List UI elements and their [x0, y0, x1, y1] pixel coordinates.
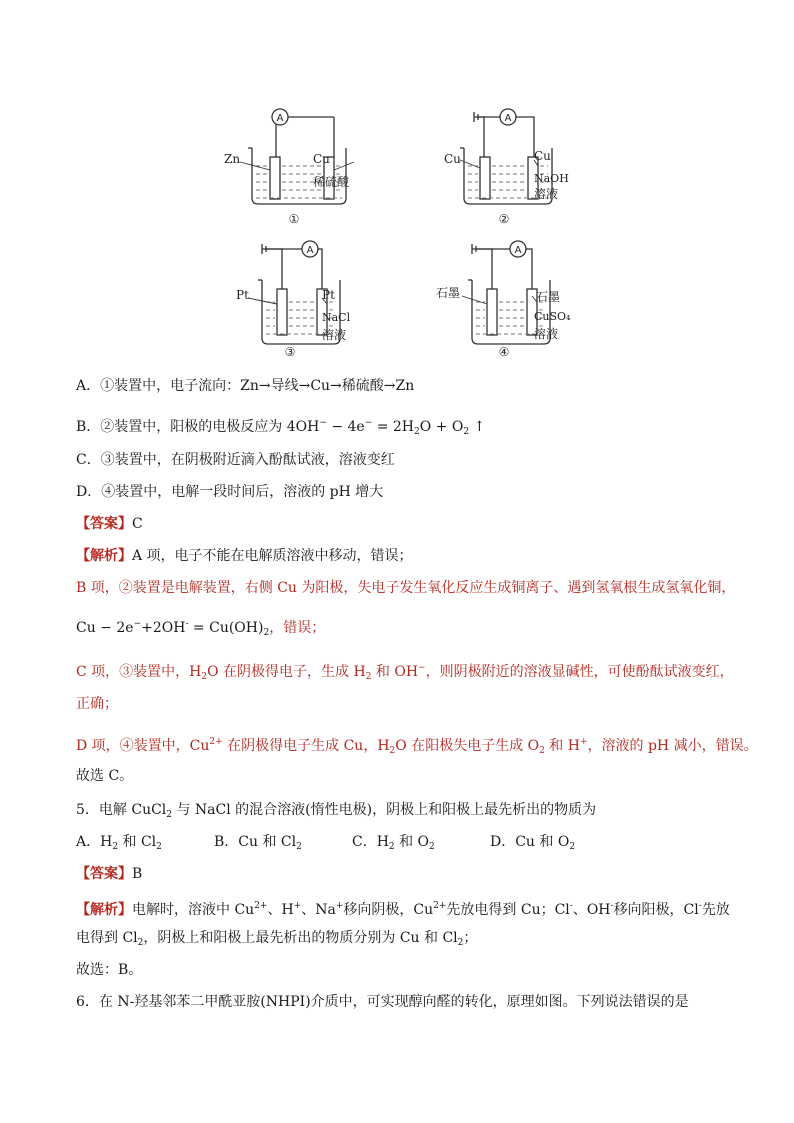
left-electrode-label: Zn: [224, 152, 241, 166]
text: O 在阳极失电子生成 O: [395, 738, 540, 754]
superscript: 2+: [209, 737, 223, 747]
text: ；: [463, 930, 478, 946]
text: C．H: [352, 834, 389, 850]
q4-option-c: C．③装置中，在阴极附近滴入酚酞试液，溶液变红: [76, 452, 395, 468]
solution-label-2: 溶液: [322, 328, 347, 342]
superscript: 2+: [433, 901, 447, 911]
q4-analysis-b-1: [76, 578, 735, 598]
q4-analysis-b-2: [76, 614, 325, 643]
diagram-1: [222, 100, 372, 226]
subscript: 2: [463, 427, 470, 437]
q5-option-c: [352, 832, 490, 857]
answer-value: B: [132, 866, 143, 882]
diagram-number: ③: [284, 345, 296, 359]
superscript: −: [418, 663, 426, 673]
text: 在阴极得电子生成 Cu，H: [222, 738, 390, 754]
superscript: -: [610, 901, 614, 911]
subscript: 2: [365, 672, 372, 682]
text: +2OH: [141, 620, 186, 636]
q4-analysis-d: [76, 732, 758, 761]
subscript: 2: [137, 938, 144, 948]
q5-analysis-2: [76, 928, 477, 953]
text: D．Cu 和 O: [490, 834, 570, 850]
superscript: -: [185, 619, 189, 629]
solution-label: NaCl: [322, 311, 351, 324]
ammeter-label: A: [276, 113, 284, 124]
text: 先放电得到 Cu；Cl: [446, 902, 570, 918]
subscript: 2: [457, 938, 464, 948]
text: 和 O: [394, 834, 430, 850]
q4-option-b: [76, 413, 485, 442]
right-electrode-label: 石墨: [536, 290, 561, 304]
diagram-2: [440, 100, 590, 226]
superscript: -: [569, 901, 573, 911]
text: 移向阴极，Cu: [343, 902, 434, 918]
q4-answer: [76, 514, 143, 534]
text: 电得到 Cl: [76, 930, 138, 946]
diagram-number: ①: [288, 212, 300, 226]
solution-label-2: 溶液: [534, 327, 559, 341]
q4-analysis-a: [76, 546, 413, 566]
superscript: +: [579, 737, 588, 747]
subscript: 2: [414, 427, 420, 437]
q6-stem: 6．在 N-羟基邻苯二甲酰亚胺(NHPI)介质中，可实现醇向醛的转化，原理如图。下列说法错误的是: [76, 994, 689, 1010]
text: 和 H: [544, 738, 580, 754]
text: B 项，: [76, 580, 119, 596]
text: 、Na: [301, 902, 336, 918]
answer-tag: 【答案】: [76, 516, 132, 532]
subscript: 2: [569, 842, 576, 852]
text: ，阴极上和阳极上最先析出的物质分别为 Cu 和 Cl: [143, 930, 458, 946]
solution-label: 稀硫酸: [313, 175, 350, 189]
subscript: 2: [388, 842, 395, 852]
text: 和 Cl: [118, 834, 157, 850]
q4-analysis-c-2: 正确；: [76, 696, 118, 712]
subscript: 2: [296, 842, 302, 852]
text: A．H: [76, 834, 113, 850]
q4-conclusion: 故选 C。: [76, 768, 134, 784]
q5-options: [76, 832, 575, 857]
text: − 4e: [326, 419, 365, 435]
diagram-4: [432, 232, 592, 360]
text: 和 OH: [371, 664, 419, 680]
right-electrode-label: Cu: [534, 149, 551, 163]
analysis-tag: 【解析】: [76, 902, 132, 918]
text: Cu − 2e: [76, 620, 134, 636]
q5-answer: [76, 864, 142, 884]
superscript: −: [133, 619, 142, 629]
subscript: 2: [429, 842, 435, 852]
text: 与 NaCl 的混合溶液(惰性电极)，阴极上和阳极上最先析出的物质为: [172, 802, 597, 818]
superscript: +: [293, 901, 302, 911]
analysis-tag: 【解析】: [76, 548, 132, 564]
q4-option-d: D．④装置中，电解一段时间后，溶液的 pH 增大: [76, 484, 384, 500]
right-electrode-label: Pt: [322, 288, 335, 302]
left-electrode-label: Pt: [236, 288, 249, 302]
subscript: 2: [539, 746, 545, 756]
text: ↑: [469, 419, 486, 435]
solution-label: CuSO₄: [534, 310, 571, 323]
superscript: 2+: [254, 901, 268, 911]
left-electrode-label: Cu: [444, 152, 461, 166]
solution-label: NaOH: [534, 172, 569, 185]
text: B．Cu 和 Cl: [214, 834, 297, 850]
answer-tag: 【答案】: [76, 866, 132, 882]
text: = Cu(OH): [188, 620, 264, 636]
text: 先放: [701, 902, 730, 918]
text: = 2H: [372, 419, 415, 435]
right-electrode-label: Cu: [313, 152, 330, 166]
superscript: −: [319, 418, 327, 428]
subscript: 2: [389, 746, 396, 756]
superscript: +: [335, 901, 344, 911]
ammeter-label: A: [504, 113, 512, 124]
q5-option-b: [214, 832, 352, 857]
q5-option-d: [490, 832, 575, 857]
analysis-text: A 项，电子不能在电解质溶液中移动，错误；: [132, 548, 413, 564]
subscript: 2: [156, 842, 162, 852]
q5-conclusion: 故选：B。: [76, 962, 143, 978]
q5-option-a: [76, 832, 214, 857]
text: D 项，④装置中，Cu: [76, 738, 210, 754]
q5-analysis-1: [76, 896, 730, 920]
subscript: 2: [263, 628, 270, 638]
text: ②装置是电解装置，右侧 Cu 为阳极，失电子发生氧化反应生成铜离子、遇到氢氧根生成氢氧化铜，: [118, 580, 736, 596]
text: ，错误；: [269, 620, 326, 636]
superscript: -: [698, 901, 702, 911]
text: B．②装置中，阳极的电极反应为 4OH: [76, 419, 320, 435]
answer-value: C: [132, 516, 143, 532]
superscript: −: [364, 418, 373, 428]
diagram-number: ②: [498, 212, 510, 226]
text: ，则阴极附近的溶液显碱性，可使酚酞试液变红，: [425, 664, 734, 680]
left-electrode-label: 石墨: [436, 286, 461, 300]
subscript: 2: [112, 842, 119, 852]
diagram-3: [222, 232, 372, 360]
subscript: 2: [201, 672, 208, 682]
ammeter-label: A: [514, 245, 522, 256]
text: C 项，③装置中，H: [76, 664, 202, 680]
q4-analysis-c-1: [76, 658, 734, 687]
text: 电解时，溶液中 Cu: [132, 902, 255, 918]
text: 、H: [267, 902, 294, 918]
text: 5．电解 CuCl: [76, 802, 167, 818]
text: 移向阳极，Cl: [613, 902, 699, 918]
text: ，溶液的 pH 减小，错误。: [587, 738, 758, 754]
ammeter-label: A: [306, 245, 314, 256]
solution-label-2: 溶液: [534, 187, 559, 201]
text: O + O: [419, 419, 464, 435]
diagram-number: ④: [498, 345, 510, 359]
subscript: 2: [166, 810, 173, 820]
q5-stem: [76, 800, 596, 825]
q4-option-a: A．①装置中，电子流向：Zn→导线→Cu→稀硫酸→Zn: [76, 378, 415, 394]
text: 、OH: [572, 902, 611, 918]
text: O 在阴极得电子，生成 H: [207, 664, 366, 680]
